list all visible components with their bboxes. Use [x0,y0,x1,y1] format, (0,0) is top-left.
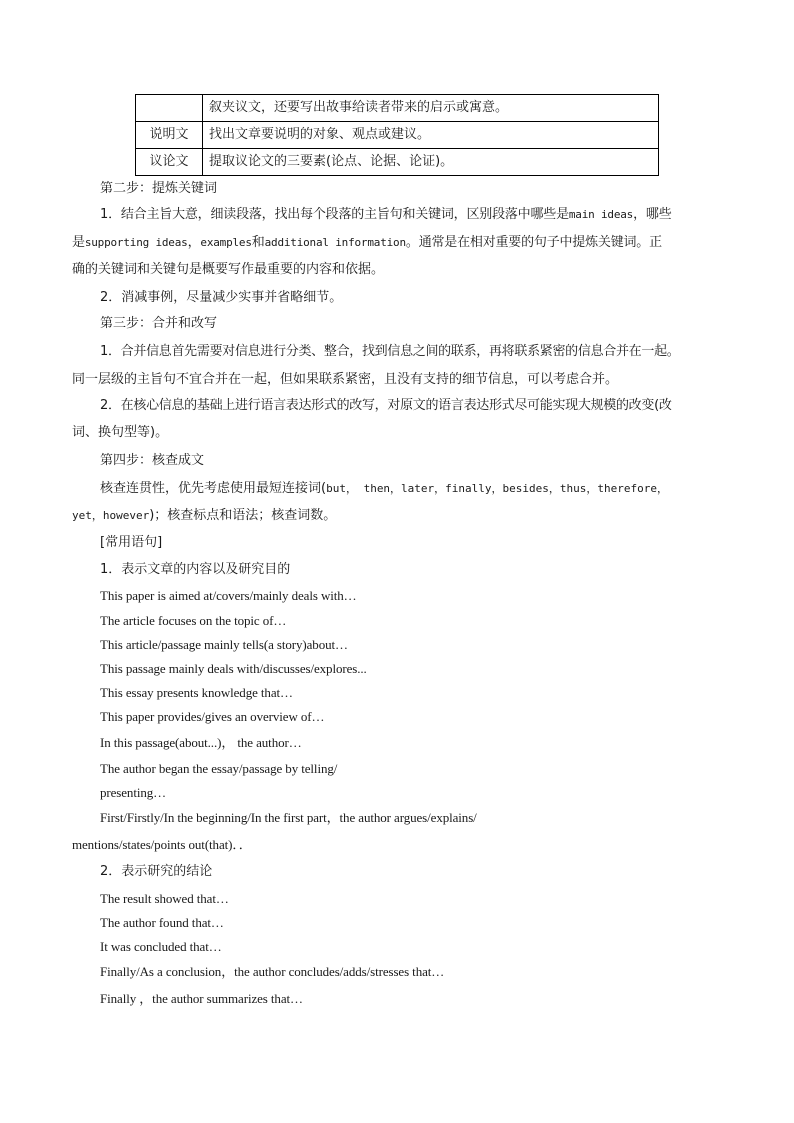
step4-line1 [100,480,668,498]
table-row [136,95,659,122]
term-additional-information: additional information [264,236,406,249]
step3-paragraph2-line2: 词、换句型等)。 [72,425,169,440]
phrase-line: The result showed that… [100,891,229,906]
phrase-line: This paper is aimed at/covers/mainly deals with… [100,588,357,603]
text-run: 。通常是在相对重要的句子中提炼关键词。正 [405,235,662,250]
step3-paragraph1-line1: 1．合并信息首先需要对信息进行分类、整合，找到信息之间的联系，再将联系紧密的信息合并在一起。 [100,344,680,359]
term-examples: examples [200,236,252,249]
text-run: 核查连贯性，优先考虑使用最短连接词( [100,481,327,496]
section1-title: 1．表示文章的内容以及研究目的 [100,562,291,577]
common-phrases-heading: [常用语句] [100,535,163,550]
text-run: ， [187,235,201,250]
genre-summary-table [135,94,659,176]
step4-heading: 第四步：核查成文 [100,453,205,468]
phrase-line: Finally ，the author summarizes that… [100,991,303,1006]
step2-paragraph1-line3: 确的关键词和关键句是概要写作最重要的内容和依据。 [72,262,385,277]
table-cell-description: 叙夹议文，还要写出故事给读者带来的启示或寓意。 [203,95,659,122]
phrase-line: The article focuses on the topic of… [100,613,287,628]
table-cell-description: 找出文章要说明的对象、观点或建议。 [203,122,659,149]
step2-heading: 第二步：提炼关键词 [100,181,218,196]
connector-words: but， then，later，finally，besides，thus，therefore， [326,482,668,495]
phrase-line: presenting… [100,785,167,800]
phrase-line: This passage mainly deals with/discusses/explores... [100,661,367,676]
text-run: 和 [251,235,265,250]
table-cell-genre: 议论文 [136,149,203,176]
phrase-line: In this passage(about...)， the author… [100,735,302,750]
step3-paragraph2-line1: 2．在核心信息的基础上进行语言表达形式的改写，对原文的语言表达形式尽可能实现大规模的改变(改 [100,398,672,413]
step4-line2 [72,507,336,525]
text-run: 1．结合主旨大意，细读段落，找出每个段落的主旨句和关键词，区别段落中哪些是 [100,207,569,222]
phrase-line: The author began the essay/passage by telling/ [100,761,338,776]
text-run: ，哪些 [633,207,672,222]
phrase-line: It was concluded that… [100,939,222,954]
section2-title: 2．表示研究的结论 [100,864,213,879]
table-cell-genre [136,95,203,122]
phrase-line: Finally/As a conclusion，the author concludes/adds/stresses that… [100,964,445,979]
phrase-line: First/Firstly/In the beginning/In the first part，the author argues/explains/ [100,810,477,825]
table-row [136,122,659,149]
step2-paragraph2: 2．消减事例，尽量减少实事并省略细节。 [100,290,343,305]
text-run: 是 [72,235,85,250]
connector-words: yet，however [72,509,150,522]
table-row [136,149,659,176]
step2-paragraph1-line2 [72,234,662,252]
term-main-ideas: main ideas [568,208,634,221]
term-supporting-ideas: supporting ideas [84,236,188,249]
phrase-line: This essay presents knowledge that… [100,685,293,700]
phrase-line: mentions/states/points out(that)．． [72,837,252,852]
step3-heading: 第三步：合并和改写 [100,316,218,331]
phrase-line: This article/passage mainly tells(a story)about… [100,637,348,652]
step3-paragraph1-line2: 同一层级的主旨句不宜合并在一起，但如果联系紧密，且没有支持的细节信息，可以考虑合并。 [72,372,619,387]
table-cell-genre: 说明文 [136,122,203,149]
step2-paragraph1-line1 [100,206,672,224]
text-run: )；核查标点和语法；核查词数。 [149,508,337,523]
phrase-line: The author found that… [100,915,224,930]
table-cell-description: 提取议论文的三要素(论点、论据、论证)。 [203,149,659,176]
phrase-line: This paper provides/gives an overview of… [100,709,325,724]
